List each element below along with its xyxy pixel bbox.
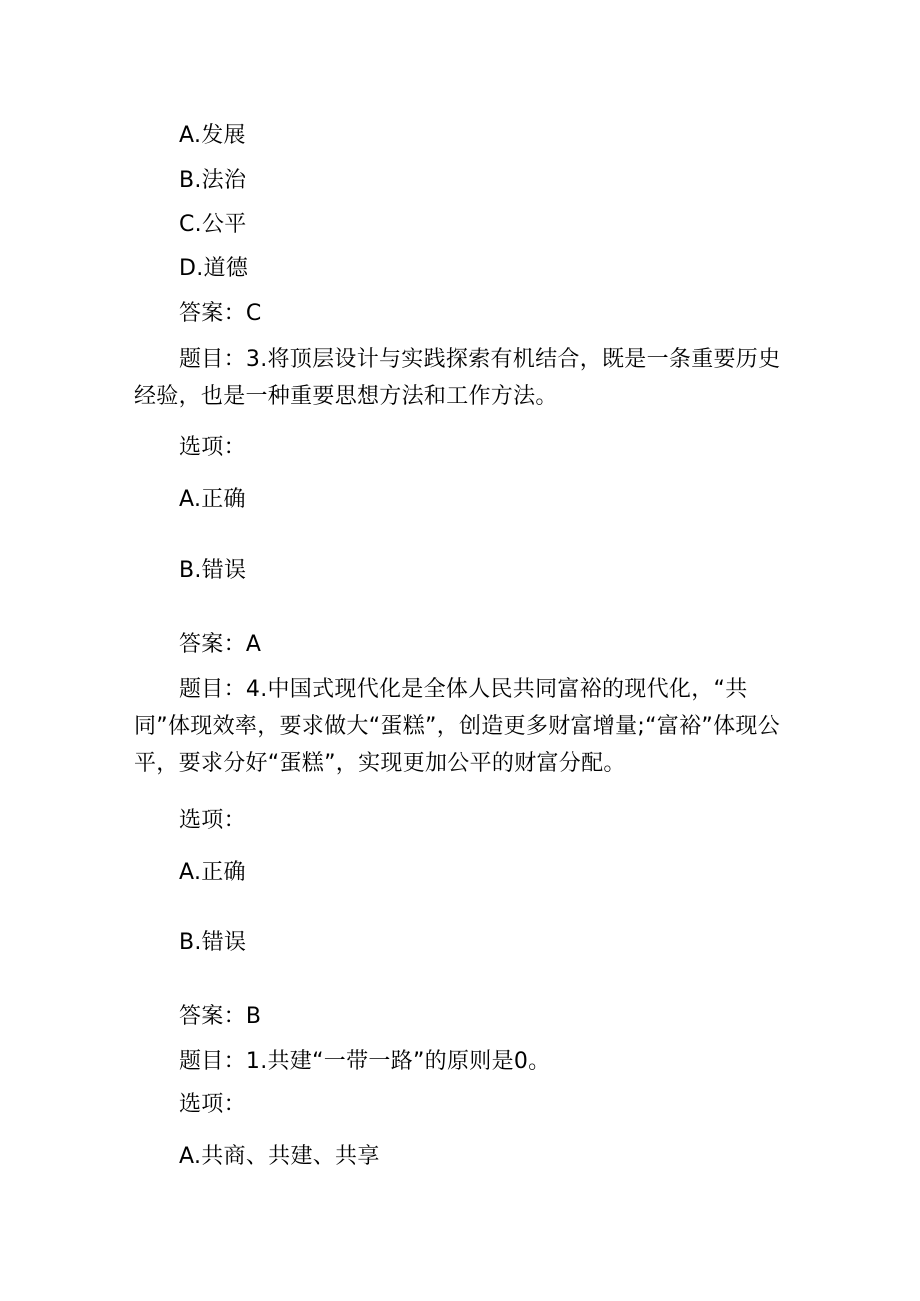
q1-options-label: 选项： — [179, 1092, 246, 1117]
q2-option-d: D.道德 — [179, 256, 249, 281]
q2-option-c: C.公平 — [179, 212, 247, 237]
q2-option-b: B.法治 — [179, 168, 247, 193]
q3-answer: 答案：A — [179, 632, 262, 657]
q1-question: 题目：1.共建“一带一路”的原则是0。 — [179, 1049, 551, 1074]
q4-answer: 答案：B — [179, 1004, 262, 1029]
q1-option-a: A.共商、共建、共享 — [179, 1144, 380, 1169]
q3-option-a: A.正确 — [179, 487, 246, 512]
q4-option-b: B.错误 — [179, 930, 247, 955]
q4-question: 题目：4.中国式现代化是全体人民共同富裕的现代化，“共同”体现效率，要求做大“蛋糕”，创造更多财富增量;“富裕”体现公平，要求分好“蛋糕”，实现更加公平的财富分配。 — [134, 677, 781, 776]
q4-option-a: A.正确 — [179, 860, 246, 885]
q3-question: 题目：3.将顶层设计与实践探索有机结合，既是一条重要历史经验，也是一种重要思想方法和工作方法。 — [134, 347, 781, 409]
q3-options-label: 选项： — [179, 435, 246, 460]
q4-options-label: 选项： — [179, 808, 246, 833]
q2-answer: 答案：C — [179, 301, 262, 326]
q3-option-b: B.错误 — [179, 558, 247, 583]
q2-option-a: A.发展 — [179, 123, 246, 148]
